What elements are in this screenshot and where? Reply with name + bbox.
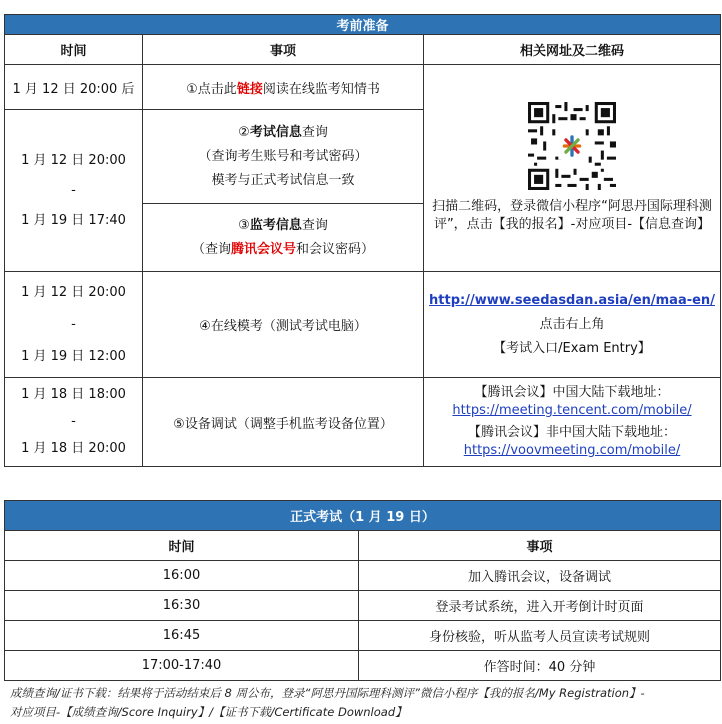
row5-time-end: 1 月 18 日 20:00 — [21, 441, 126, 456]
row5-item: ⑤设备调试（调整手机监考设备位置） — [143, 378, 424, 467]
row23-time-end: 1 月 19 日 17:40 — [21, 212, 126, 228]
exam-col-item-header: 事项 — [359, 531, 721, 561]
row2-line3: 模考与正式考试信息一致 — [211, 172, 355, 188]
results-note — [10, 684, 715, 722]
row3-line2-red: 腾讯会议号 — [230, 241, 296, 257]
notice-link[interactable]: 链接 — [236, 81, 263, 97]
row4-line2: 点击右上角 — [539, 316, 605, 332]
table-row — [5, 651, 721, 681]
row3-num: ③ — [238, 217, 250, 233]
exam-time: 16:45 — [5, 621, 359, 651]
row4-time-dash: - — [71, 316, 76, 332]
exam-col-time-header: 时间 — [5, 531, 359, 561]
row5-links — [424, 378, 721, 467]
row4-time-start: 1 月 12 日 20:00 — [21, 284, 126, 300]
row1-item — [143, 65, 424, 110]
table-row — [5, 561, 721, 591]
col-time-header: 时间 — [5, 35, 143, 65]
row4-line3: 【考试入口/Exam Entry】 — [493, 340, 651, 356]
row3-line2-pre: （查询 — [191, 241, 231, 257]
qr-instructions: 扫描二维码，登录微信小程序“阿思丹国际理科测评”，点击【我的报名】-对应项目-【信息查询】 — [432, 199, 712, 232]
row4-links — [424, 272, 721, 378]
row23-time-start: 1 月 12 日 20:00 — [21, 152, 126, 168]
exam-item: 身份核验，听从监考人员宣读考试规则 — [359, 621, 721, 651]
col-item-header: 事项 — [143, 35, 424, 65]
exam-time: 16:30 — [5, 591, 359, 621]
qr-cell — [424, 65, 721, 272]
intl-download-link[interactable]: https://voovmeeting.com/mobile/ — [463, 443, 681, 458]
row23-time-dash: - — [71, 182, 76, 198]
table-row — [5, 621, 721, 651]
col-links-header: 相关网址及二维码 — [424, 35, 721, 65]
row4-time-end: 1 月 19 日 12:00 — [21, 348, 126, 364]
row5-time-dash: - — [71, 414, 76, 429]
exam-table — [4, 500, 721, 681]
intl-download-label: 【腾讯会议】非中国大陆下载地址： — [467, 425, 676, 440]
row1-item-post: 阅读在线监考知情书 — [262, 81, 380, 97]
results-note-line2: 对应项目-【成绩查询/Score Inquiry】/【证书下载/Certificate Download】 — [10, 705, 407, 719]
cn-download-link[interactable]: https://meeting.tencent.com/mobile/ — [452, 403, 692, 418]
qr-code-icon — [528, 102, 616, 190]
exam-title: 正式考试（1 月 19 日） — [5, 501, 721, 531]
cn-download-label: 【腾讯会议】中国大陆下载地址： — [474, 385, 670, 400]
row2-num: ② — [238, 124, 250, 140]
exam-time: 16:00 — [5, 561, 359, 591]
table-row — [5, 591, 721, 621]
row2-item — [143, 110, 424, 204]
exam-item: 加入腾讯会议，设备调试 — [359, 561, 721, 591]
row2-post: 查询 — [301, 124, 328, 140]
row4-time — [5, 272, 143, 378]
row4-item: ④在线模考（测试考试电脑） — [143, 272, 424, 378]
row1-item-pre: ①点击此 — [186, 81, 237, 97]
row3-item — [143, 204, 424, 272]
row2-bold: 考试信息 — [249, 124, 302, 140]
prep-table — [4, 14, 721, 467]
row23-time — [5, 110, 143, 272]
row1-time: 1 月 12 日 20:00 后 — [5, 65, 143, 110]
row3-line2-post: 和会议密码） — [296, 241, 375, 257]
row3-bold: 监考信息 — [249, 217, 302, 233]
row5-time — [5, 378, 143, 467]
row3-post: 查询 — [301, 217, 328, 233]
results-note-line1: 成绩查询/证书下载：结果将于活动结束后 8 周公布，登录“阿思丹国际理科测评”微信小程序【我的报名/My Registration】- — [10, 686, 645, 700]
exam-item: 作答时间：40 分钟 — [359, 651, 721, 681]
exam-time: 17:00-17:40 — [5, 651, 359, 681]
prep-title: 考前准备 — [5, 15, 721, 35]
exam-item: 登录考试系统，进入开考倒计时页面 — [359, 591, 721, 621]
seedasdan-link[interactable]: http://www.seedasdan.asia/en/maa-en/ — [429, 292, 715, 308]
row2-line2: （查询考生账号和考试密码） — [198, 148, 368, 164]
row5-time-start: 1 月 18 日 18:00 — [21, 387, 126, 402]
